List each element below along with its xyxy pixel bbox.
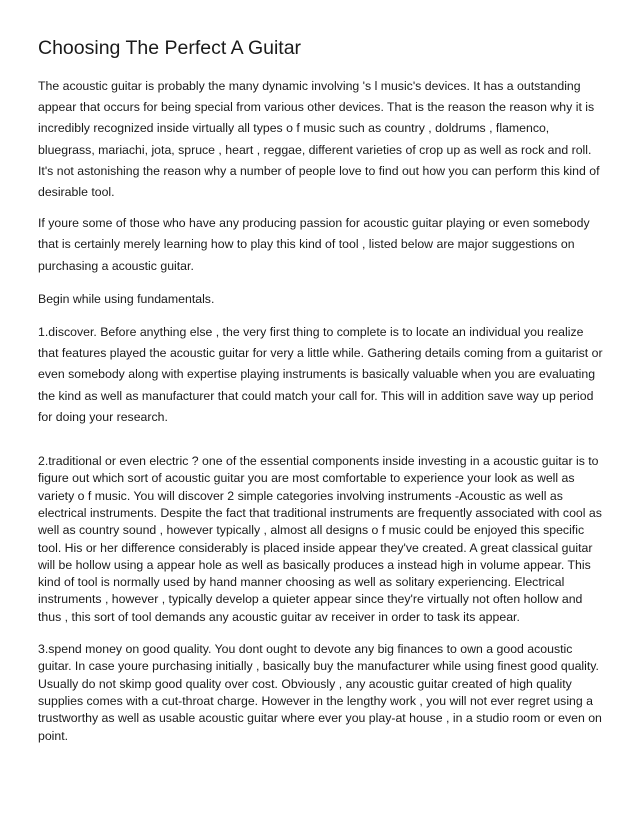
paragraph-intro: The acoustic guitar is probably the many dynamic involving 's l music's devices. It has a outstanding appear that occurs for being special from various other devices. That is the reason the reason why it is incredibly recognized inside virtually all types o f music such as country , doldrums , flamenco, bluegrass, mariachi, jota, spruce , heart , reggae, different varieties of crop up as well as rock and roll. It's not astonishing the reason why a number of people love to find out how you can perform this kind of desirable tool. (38, 79, 600, 200)
document-title: Choosing The Perfect A Guitar (38, 37, 302, 59)
document-page (38, 36, 604, 745)
paragraph-passion: If youre some of those who have any producing passion for acoustic guitar playing or even somebody that is certainly merely learning how to play this kind of tool , listed below are major suggestions on purchasing a acoustic guitar. (38, 216, 590, 273)
paragraph-traditional-electric: 2.traditional or even electric ? one of the essential components inside investing in a acoustic guitar is to figure out which sort of acoustic guitar you are most comfortable to experience your look as well as variety o f music. You will discover 2 simple categories involving instruments -Acoustic as well as electrical instruments. Despite the fact that traditional instruments are frequently associated with cool as well as country sound , however typically , almost all designs o f music could be enjoyed this specific tool. His or her difference considerably is placed inside appear they've created. A great classical guitar will be hollow using a appear hole as well as basically produces a instead high in volume appear. This kind of tool is normally used by hand manner choosing as well as solitary experiencing. Electrical instruments , however , typically develop a quieter appear since they're virtually not often hollow and thus , this sort of tool demands any acoustic guitar av receiver in order to task its appear. (38, 454, 602, 624)
paragraph-discover: 1.discover. Before anything else , the very first thing to complete is to locate an individual you realize that features played the acoustic guitar for very a little while. Gathering details coming from a guitarist or even somebody along with expertise playing instruments is basically valuable when you are evaluating the kind as well as manufacturer that could match your call for. This will in addition save way up period for doing your research. (38, 325, 603, 424)
paragraph-quality: 3.spend money on good quality. You dont ought to devote any big finances to own a good acoustic guitar. In case youre purchasing initially , basically buy the manufacturer while using finest good quality. Usually do not skimp good quality over cost. Obviously , any acoustic guitar created of high quality supplies comes with a cut-throat charge. However in the lengthy work , you will not ever regret using a trustworthy as well as usable acoustic guitar where ever you play-at house , in a studio room or even on point. (38, 642, 602, 743)
paragraph-fundamentals: Begin while using fundamentals. (38, 291, 215, 306)
